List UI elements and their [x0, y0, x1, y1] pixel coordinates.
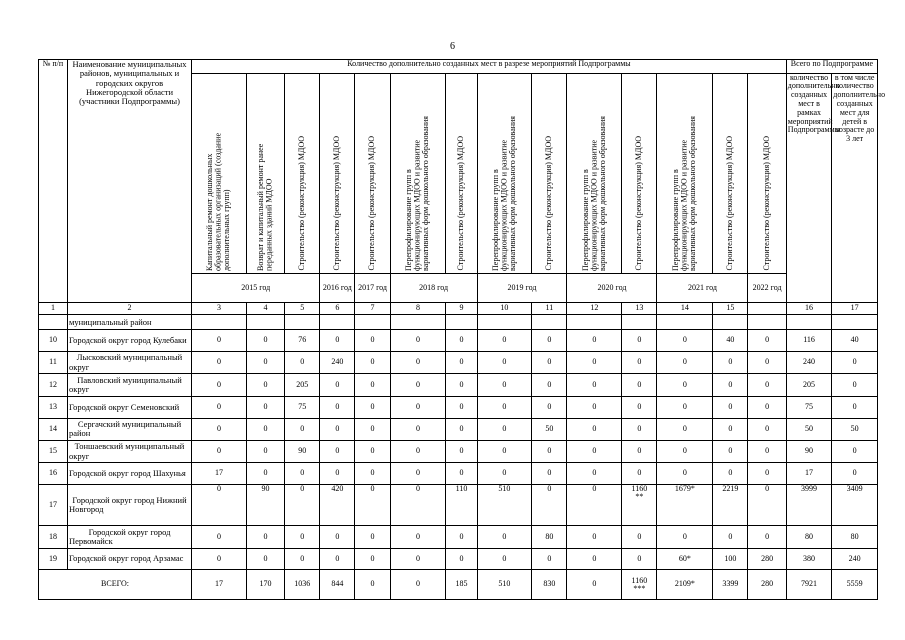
- row-value: 75: [786, 396, 832, 418]
- row-value: 205: [285, 374, 320, 396]
- table-row: [39, 396, 878, 418]
- column-number: 5: [285, 302, 320, 315]
- cell-part: ***: [633, 583, 646, 593]
- year-2022: 2022 год: [748, 274, 786, 303]
- row-name: Городской округ город Кулебаки: [67, 330, 191, 352]
- table-row: [39, 463, 878, 485]
- row-value: 0: [622, 396, 657, 418]
- row-value: 0: [390, 418, 446, 440]
- table-row: [39, 548, 878, 570]
- row-value: 40: [832, 330, 878, 352]
- row-value: 0: [567, 418, 622, 440]
- column-header-text: Капитальный ремонт дошкольных образовательных организаций (создание дополнительных групп): [205, 132, 232, 271]
- row-value: 100: [713, 548, 748, 570]
- row-value: 3999: [786, 485, 832, 526]
- row-value: 0: [355, 441, 390, 463]
- row-value: 0: [622, 330, 657, 352]
- row-value: 116: [786, 330, 832, 352]
- row-value: 0: [320, 396, 355, 418]
- row-value: 0: [832, 374, 878, 396]
- row-value: 0: [446, 526, 477, 548]
- row-number: 14: [39, 418, 68, 440]
- year-2016: 2016 год: [320, 274, 355, 303]
- row-value: 0: [446, 441, 477, 463]
- row-value: 90: [285, 441, 320, 463]
- totals-value: 3399: [713, 570, 748, 600]
- row-value: 0: [657, 330, 713, 352]
- row-value: 420: [320, 485, 355, 526]
- row-value: 0: [532, 463, 567, 485]
- column-number: [748, 302, 786, 315]
- header-name: Наименование муниципальных районов, муниципальных и городских округов Нижегородской области (участники Подпрограммы): [67, 60, 191, 303]
- row-value: 240: [320, 351, 355, 373]
- row-value: 0: [832, 441, 878, 463]
- totals-value: 170: [246, 570, 284, 600]
- row-value: 0: [355, 418, 390, 440]
- column-header-16: [748, 73, 786, 274]
- row-value: 50: [832, 418, 878, 440]
- row-value: 0: [657, 526, 713, 548]
- row-value: 0: [477, 548, 532, 570]
- column-header-5: [285, 73, 320, 274]
- row-value: 0: [567, 526, 622, 548]
- row-value: 50: [786, 418, 832, 440]
- column-header-text: Перепрофилирование групп в функционирующих МДОО и развитие вариативных форм дошкольного образования: [580, 115, 607, 271]
- row-value: 0: [192, 396, 247, 418]
- totals-value: 0: [390, 570, 446, 600]
- row-value: 90: [246, 485, 284, 526]
- table-row: [39, 485, 878, 526]
- row-value: 0: [477, 396, 532, 418]
- column-header-text: Перепрофилирование групп в функционирующих МДОО и развитие вариативных форм дошкольного образования: [671, 115, 698, 271]
- row-value: 80: [786, 526, 832, 548]
- row-number: 12: [39, 374, 68, 396]
- row-value: 0: [532, 351, 567, 373]
- row-value: 0: [192, 548, 247, 570]
- column-number: 12: [567, 302, 622, 315]
- row-value: 0: [390, 463, 446, 485]
- column-header-text: Строительство (реконструкция) МДОО: [332, 136, 342, 271]
- row-value: 0: [355, 548, 390, 570]
- year-2021: 2021 год: [657, 274, 748, 303]
- row-value: 0: [246, 548, 284, 570]
- row-value: 0: [355, 396, 390, 418]
- row-value: 0: [446, 418, 477, 440]
- row-value: 0: [390, 485, 446, 526]
- row-value: 0: [192, 351, 247, 373]
- column-header-10: [477, 73, 532, 274]
- column-number: 17: [832, 302, 878, 315]
- totals-value: 844: [320, 570, 355, 600]
- column-number: 8: [390, 302, 446, 315]
- row-number: 13: [39, 396, 68, 418]
- row-name: Павловский муниципальный округ: [67, 374, 191, 396]
- row-name: Лысковский муниципальный округ: [67, 351, 191, 373]
- cell-part: **: [635, 492, 644, 502]
- row-value: 60*: [657, 548, 713, 570]
- row-value: 0: [567, 548, 622, 570]
- row-value: 0: [390, 548, 446, 570]
- row-number: 15: [39, 441, 68, 463]
- year-2015: 2015 год: [192, 274, 320, 303]
- totals-value: 5559: [832, 570, 878, 600]
- row-value: 0: [622, 548, 657, 570]
- totals-value: 830: [532, 570, 567, 600]
- column-number: 13: [622, 302, 657, 315]
- row-value: 0: [285, 548, 320, 570]
- row-value: 0: [192, 526, 247, 548]
- column-number: 14: [657, 302, 713, 315]
- row-value: 0: [567, 485, 622, 526]
- column-header-text: Строительство (реконструкция) МДОО: [456, 136, 466, 271]
- row-value: 0: [567, 396, 622, 418]
- row-value: 75: [285, 396, 320, 418]
- row-value: 0: [320, 418, 355, 440]
- row-value: 0: [657, 374, 713, 396]
- row-value: 0: [567, 441, 622, 463]
- table-row: [39, 374, 878, 396]
- totals-value: 7921: [786, 570, 832, 600]
- row-value: 0: [446, 351, 477, 373]
- row-value: 0: [748, 396, 786, 418]
- row-number: 19: [39, 548, 68, 570]
- row-value: 240: [786, 351, 832, 373]
- table-row: [39, 351, 878, 373]
- column-header-text: Перепрофилирование групп в функционирующих МДОО и развитие вариативных форм дошкольного образования: [404, 115, 431, 271]
- row-value: 0: [532, 485, 567, 526]
- totals-value: [622, 570, 657, 600]
- row-value: 0: [390, 526, 446, 548]
- row-value: 0: [532, 330, 567, 352]
- row-value: 80: [832, 526, 878, 548]
- row-value: 90: [786, 441, 832, 463]
- column-header-9: [446, 73, 477, 274]
- column-header-13: [622, 73, 657, 274]
- row-value: 0: [477, 330, 532, 352]
- row-value: 0: [622, 418, 657, 440]
- row-value: 205: [786, 374, 832, 396]
- row-value: 280: [748, 548, 786, 570]
- cell-part: 1160: [631, 484, 648, 494]
- column-header-12: [567, 73, 622, 274]
- row-value: 76: [285, 330, 320, 352]
- column-header-text: Строительство (реконструкция) МДОО: [367, 136, 377, 271]
- column-header-8: [390, 73, 446, 274]
- row-value: 0: [285, 418, 320, 440]
- row-value: 240: [832, 548, 878, 570]
- row-value: 0: [477, 418, 532, 440]
- row-value: 0: [657, 463, 713, 485]
- table-row: [39, 441, 878, 463]
- row-value: 17: [192, 463, 247, 485]
- totals-value: 280: [748, 570, 786, 600]
- totals-value: 185: [446, 570, 477, 600]
- row-value: 0: [246, 418, 284, 440]
- table-row: [39, 418, 878, 440]
- column-header-text: Строительство (реконструкция) МДОО: [297, 136, 307, 271]
- totals-value: 0: [567, 570, 622, 600]
- row-number: 10: [39, 330, 68, 352]
- row-number: 18: [39, 526, 68, 548]
- row-value: 0: [532, 374, 567, 396]
- header-events: Количество дополнительно созданных мест в разрезе мероприятий Подпрограммы: [192, 60, 787, 74]
- total-under3-header: в том числе количество дополнительно созданных мест для детей в возрасте до 3 лет: [832, 73, 878, 302]
- row-value: 0: [246, 441, 284, 463]
- row-value: 0: [713, 463, 748, 485]
- column-header-text: Строительство (реконструкция) МДОО: [761, 136, 771, 271]
- row-value: 0: [477, 351, 532, 373]
- row-value: 0: [657, 396, 713, 418]
- year-2019: 2019 год: [477, 274, 567, 303]
- column-number: 4: [246, 302, 284, 315]
- row-name: Тоншаевский муниципальный округ: [67, 441, 191, 463]
- row-value: 0: [477, 463, 532, 485]
- row-value: 0: [320, 526, 355, 548]
- row-value: 80: [532, 526, 567, 548]
- row-value: 0: [657, 441, 713, 463]
- row-name: Городской округ город Первомайск: [67, 526, 191, 548]
- table-row: [39, 526, 878, 548]
- row-value: 0: [477, 374, 532, 396]
- row-value: 0: [390, 351, 446, 373]
- column-header-4: [246, 73, 284, 274]
- row-value: 0: [567, 330, 622, 352]
- row-value: 0: [246, 526, 284, 548]
- row-value: 0: [748, 485, 786, 526]
- column-header-6: [320, 73, 355, 274]
- totals-label: ВСЕГО:: [39, 570, 192, 600]
- row-value: 0: [192, 330, 247, 352]
- row-name: Городской округ город Арзамас: [67, 548, 191, 570]
- row-value: 0: [320, 548, 355, 570]
- row-value: 0: [713, 374, 748, 396]
- row-value: 510: [477, 485, 532, 526]
- row-value: 0: [446, 330, 477, 352]
- row-value: 0: [832, 396, 878, 418]
- row-value: 0: [748, 418, 786, 440]
- row-value: 0: [246, 374, 284, 396]
- year-2020: 2020 год: [567, 274, 657, 303]
- row-value: 0: [532, 441, 567, 463]
- column-number: 3: [192, 302, 247, 315]
- row-value: 0: [748, 374, 786, 396]
- row-value: 0: [320, 374, 355, 396]
- row-name: Городской округ Семеновский: [67, 396, 191, 418]
- row-value: 0: [748, 526, 786, 548]
- row-value: 0: [320, 463, 355, 485]
- row-value: 0: [355, 374, 390, 396]
- column-number: 11: [532, 302, 567, 315]
- row-value: 0: [622, 351, 657, 373]
- row-value: 0: [713, 441, 748, 463]
- row-value: 2219: [713, 485, 748, 526]
- row-name: Сергачский муниципальный район: [67, 418, 191, 440]
- row-value: 0: [355, 463, 390, 485]
- row-value: 0: [567, 463, 622, 485]
- row-value: 0: [832, 463, 878, 485]
- row-name: Городской округ город Нижний Новгород: [67, 485, 191, 526]
- row-number: 17: [39, 485, 68, 526]
- row-value: 0: [246, 351, 284, 373]
- row-value: 17: [786, 463, 832, 485]
- row-value: 0: [567, 374, 622, 396]
- column-header-text: Строительство (реконструкция) МДОО: [725, 136, 735, 271]
- year-2018: 2018 год: [390, 274, 477, 303]
- row-value: 0: [285, 485, 320, 526]
- row-value: 0: [446, 463, 477, 485]
- page-number: 6: [450, 41, 455, 52]
- total-count-header: количество дополнительно созданных мест в рамках мероприятий Подпрограммы: [786, 73, 832, 302]
- table-row: [39, 330, 878, 352]
- totals-value: 17: [192, 570, 247, 600]
- row-value: 0: [320, 330, 355, 352]
- row-value: 0: [446, 548, 477, 570]
- row-value: 0: [832, 351, 878, 373]
- row-value: 0: [285, 526, 320, 548]
- column-number: 16: [786, 302, 832, 315]
- row-value: 3409: [832, 485, 878, 526]
- column-number: 9: [446, 302, 477, 315]
- row-value: 0: [355, 330, 390, 352]
- row-value: 0: [713, 418, 748, 440]
- column-header-14: [657, 73, 713, 274]
- row-value: 0: [246, 330, 284, 352]
- row-value: 1679*: [657, 485, 713, 526]
- cell-part: 1160: [631, 575, 648, 585]
- row-value: 0: [622, 526, 657, 548]
- row-value: 0: [285, 463, 320, 485]
- row-value: 0: [713, 526, 748, 548]
- row-value: 110: [446, 485, 477, 526]
- column-number: 10: [477, 302, 532, 315]
- row-value: 0: [532, 548, 567, 570]
- row-value: 0: [532, 396, 567, 418]
- row-value: 40: [713, 330, 748, 352]
- row-number: 16: [39, 463, 68, 485]
- row-value: 0: [446, 396, 477, 418]
- subprogram-places-table: [38, 59, 886, 600]
- row-value: 0: [192, 374, 247, 396]
- row-value: 0: [355, 526, 390, 548]
- year-2017: 2017 год: [355, 274, 390, 303]
- column-header-text: Строительство (реконструкция) МДОО: [634, 136, 644, 271]
- header-total: Всего по Подпрограмме: [786, 60, 877, 74]
- row-value: 0: [477, 526, 532, 548]
- row-value: 0: [567, 351, 622, 373]
- continuation-row-name: муниципальный район: [67, 315, 191, 330]
- row-value: 0: [355, 485, 390, 526]
- row-value: 0: [246, 463, 284, 485]
- row-value: 0: [446, 374, 477, 396]
- row-value: 50: [532, 418, 567, 440]
- row-value: 0: [390, 330, 446, 352]
- row-value: 380: [786, 548, 832, 570]
- totals-value: 0: [355, 570, 390, 600]
- row-value: 0: [192, 441, 247, 463]
- row-value: 0: [748, 351, 786, 373]
- row-value: 0: [390, 441, 446, 463]
- row-value: 0: [622, 441, 657, 463]
- row-value: 0: [657, 418, 713, 440]
- row-name: Городской округ город Шахунья: [67, 463, 191, 485]
- row-value: 0: [713, 396, 748, 418]
- row-number: 11: [39, 351, 68, 373]
- row-value: 0: [192, 418, 247, 440]
- row-value: 0: [390, 396, 446, 418]
- row-value: 0: [657, 351, 713, 373]
- column-header-text: Строительство (реконструкция) МДОО: [544, 136, 554, 271]
- totals-value: 2109*: [657, 570, 713, 600]
- column-header-text: Возврат и капитальный ремонт ранее переданных зданий МДОО: [256, 143, 274, 271]
- totals-value: 1036: [285, 570, 320, 600]
- column-header-text: Перепрофилирование групп в функционирующих МДОО и развитие вариативных форм дошкольного образования: [490, 115, 517, 271]
- row-value: 0: [285, 351, 320, 373]
- row-value: 0: [622, 374, 657, 396]
- row-value: 0: [748, 441, 786, 463]
- row-value: 0: [477, 441, 532, 463]
- column-number: 6: [320, 302, 355, 315]
- row-value: [622, 485, 657, 526]
- row-value: 0: [192, 485, 247, 526]
- row-value: 0: [748, 330, 786, 352]
- row-value: 0: [320, 441, 355, 463]
- column-number: 15: [713, 302, 748, 315]
- row-value: 0: [390, 374, 446, 396]
- column-number: 1: [39, 302, 68, 315]
- column-header-3: [192, 73, 247, 274]
- row-value: 0: [355, 351, 390, 373]
- row-value: 0: [713, 351, 748, 373]
- column-header-15: [713, 73, 748, 274]
- totals-row: [39, 570, 878, 600]
- column-number: 2: [67, 302, 191, 315]
- column-number: 7: [355, 302, 390, 315]
- row-value: 0: [622, 463, 657, 485]
- row-value: 0: [246, 396, 284, 418]
- column-header-11: [532, 73, 567, 274]
- column-header-7: [355, 73, 390, 274]
- row-value: 0: [748, 463, 786, 485]
- totals-value: 510: [477, 570, 532, 600]
- header-num: № п/п: [39, 60, 68, 303]
